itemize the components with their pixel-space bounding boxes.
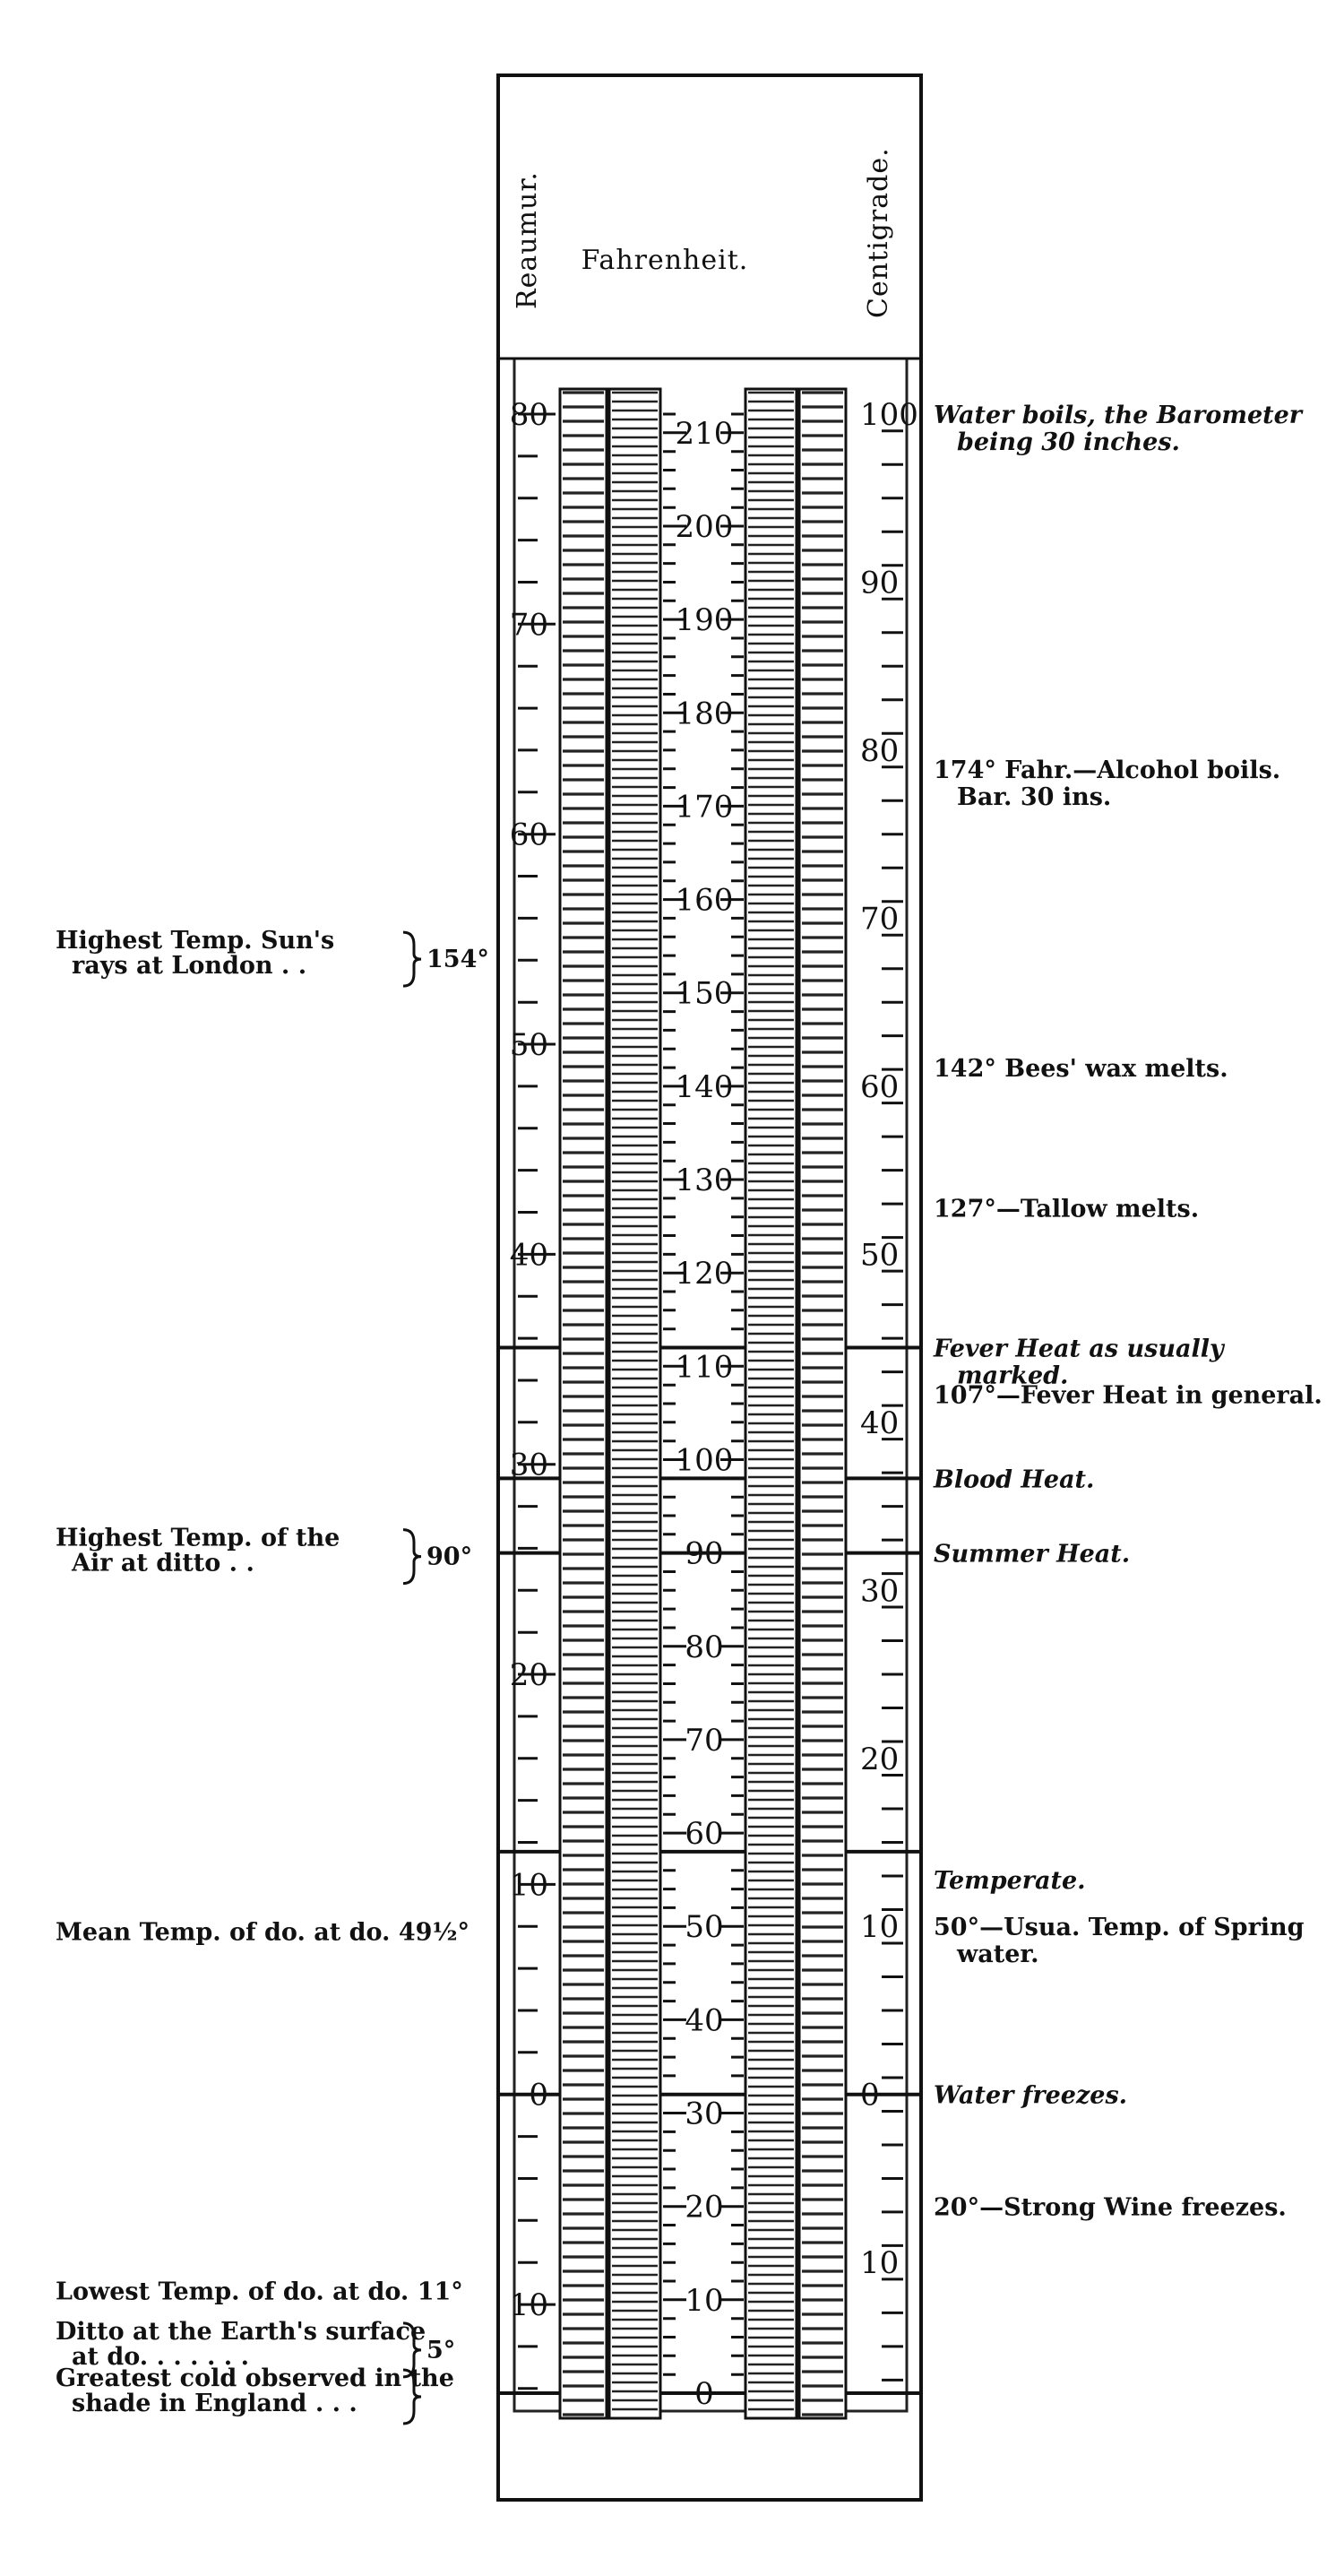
right-annotation: water. [957, 1941, 1039, 1969]
fahrenheit-tick-label: 130 [675, 1163, 734, 1199]
centigrade-tick-label: 10 [860, 1909, 900, 1946]
centigrade-tick-label: 80 [860, 732, 900, 769]
reaumur-tick-label: 40 [509, 1237, 548, 1274]
fahrenheit-tick-label: 180 [675, 696, 734, 732]
left-annotation: Ditto at the Earth's surface [56, 2317, 426, 2346]
fahrenheit-tick-label: 50 [685, 1909, 724, 1946]
reaumur-tick-label: 80 [509, 397, 548, 433]
right-annotation: Bar. 30 ins. [957, 782, 1112, 811]
fahrenheit-tick-label: 200 [675, 508, 734, 545]
fahrenheit-tick-label: 120 [675, 1256, 734, 1292]
centigrade-header: Centigrade. [863, 147, 894, 318]
right-annotation: Temperate. [934, 1867, 1086, 1896]
left-annotation: Mean Temp. of do. at do. 49½° [56, 1918, 470, 1947]
right-annotation: Summer Heat. [934, 1540, 1131, 1569]
right-annotation: being 30 inches. [957, 428, 1180, 456]
reaumur-tick-label: 30 [509, 1447, 548, 1483]
fahrenheit-tick-label: 80 [685, 1629, 724, 1665]
left-annotation: Highest Temp. of the [56, 1524, 340, 1552]
right-annotation: 142° Bees' wax melts. [934, 1055, 1228, 1084]
right-annotation: 50°—Usua. Temp. of Spring [934, 1914, 1305, 1942]
left-annotation-value: 5° [426, 2336, 456, 2364]
right-annotation: 107°—Fever Heat in general. [934, 1381, 1322, 1410]
left-annotation: rays at London . . [72, 952, 307, 981]
left-annotation: Air at ditto . . [72, 1549, 254, 1578]
right-annotation: Fever Heat as usually [934, 1335, 1224, 1363]
headers [512, 147, 894, 318]
centigrade-tick-label: 20 [860, 1741, 900, 1777]
reaumur-tick-label: 60 [509, 817, 548, 853]
right-annotation: Water freezes. [934, 2081, 1128, 2110]
reaumur-tick-label: 10 [509, 1867, 548, 1904]
centigrade-tick-label: 100 [860, 397, 918, 433]
reaumur-tick-label: 50 [509, 1027, 548, 1064]
left-annotation-value: 154° [426, 946, 489, 974]
centigrade-tick-label: 50 [860, 1237, 900, 1274]
right-annotation: 127°—Tallow melts. [934, 1195, 1200, 1223]
fahrenheit-tick-label: 150 [675, 975, 734, 1012]
centigrade-tick-label: 0 [860, 2077, 880, 2114]
right-annotation: Water boils, the Barometer [934, 402, 1302, 429]
fahrenheit-tick-label: 100 [675, 1442, 734, 1479]
brace-icon [403, 1530, 421, 1584]
fahrenheit-tick-label: 170 [675, 789, 734, 826]
fahrenheit-tick-label: 60 [685, 1816, 724, 1853]
fahrenheit-tick-label: 30 [685, 2096, 724, 2132]
centigrade-tick-label: 10 [860, 2245, 900, 2282]
fahrenheit-tick-label: 160 [675, 882, 734, 919]
left-annotation: Lowest Temp. of do. at do. 11° [56, 2278, 463, 2306]
centigrade-tick-label: 70 [860, 901, 900, 938]
fahrenheit-tick-label: 190 [675, 602, 734, 639]
left-annotation: Highest Temp. Sun's [56, 927, 335, 955]
fahrenheit-tick-label: 10 [685, 2282, 724, 2319]
fahrenheit-header: Fahrenheit. [581, 245, 749, 276]
reaumur-tick-label: 0 [529, 2077, 548, 2114]
left-annotation-value: 90° [426, 1543, 473, 1571]
centigrade-tick-label: 40 [860, 1405, 900, 1441]
centigrade-tick-label: 30 [860, 1573, 900, 1610]
right-annotation: 20°—Strong Wine freezes. [934, 2193, 1287, 2222]
fahrenheit-tick-label: 20 [685, 2189, 724, 2226]
reaumur-header: Reaumur. [512, 171, 543, 309]
fahrenheit-tick-label: 140 [675, 1068, 734, 1105]
left-annotation: shade in England . . . [72, 2390, 358, 2417]
reaumur-tick-label: 20 [509, 1657, 548, 1694]
right-annotation: 174° Fahr.—Alcohol boils. [934, 756, 1281, 784]
fahrenheit-tick-label: 210 [675, 415, 734, 452]
left-annotation: Greatest cold observed in the [56, 2364, 454, 2392]
reaumur-tick-label: 70 [509, 607, 548, 644]
centigrade-tick-label: 60 [860, 1068, 900, 1105]
fahrenheit-tick-label: 40 [685, 2002, 724, 2039]
fahrenheit-tick-label: 90 [685, 1535, 724, 1572]
right-annotation: marked. [957, 1361, 1069, 1390]
centigrade-tick-label: 90 [860, 565, 900, 601]
left-annotation: at do. . . . . . . [72, 2342, 249, 2371]
fahrenheit-tick-label: 70 [685, 1722, 724, 1759]
brace-icon [403, 932, 421, 986]
fahrenheit-tick-label: 0 [694, 2376, 714, 2412]
reaumur-tick-label: 10 [509, 2287, 548, 2324]
right-annotation: Blood Heat. [934, 1465, 1095, 1494]
fahrenheit-tick-label: 110 [675, 1349, 734, 1386]
